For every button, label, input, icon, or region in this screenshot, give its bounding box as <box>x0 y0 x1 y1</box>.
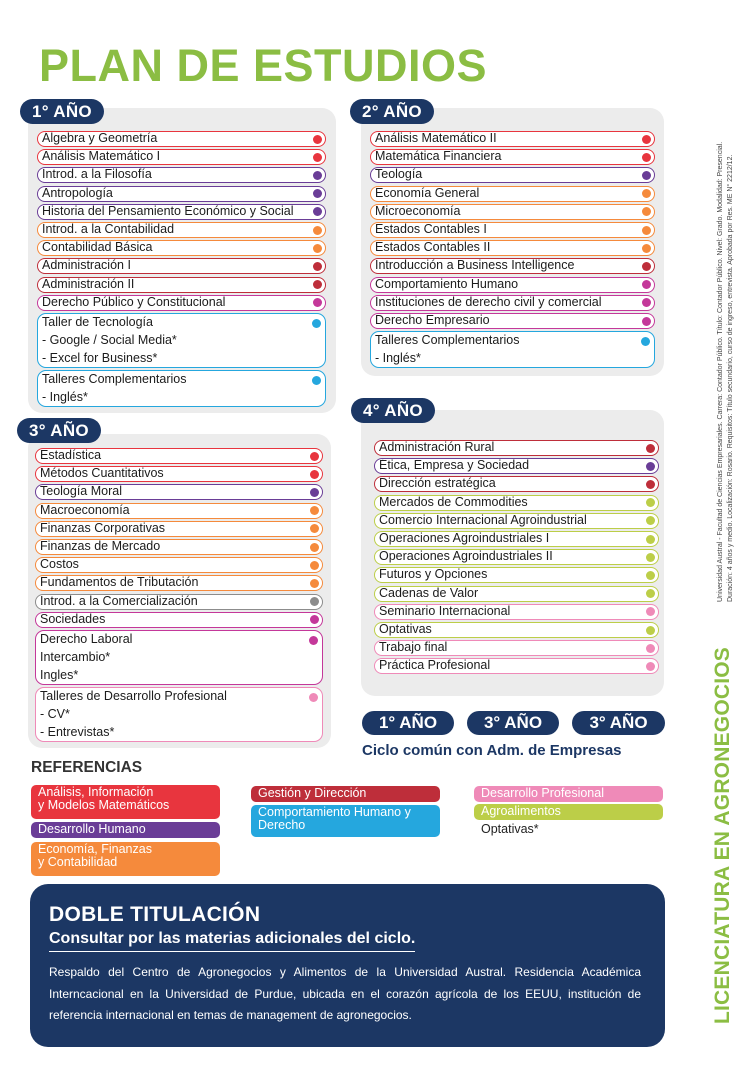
legal-text-vertical <box>716 142 736 602</box>
subject-color-dot <box>310 506 319 515</box>
subject-item <box>370 204 655 220</box>
subject-color-dot <box>646 571 655 580</box>
subject-color-dot <box>312 376 321 385</box>
subject-color-dot <box>646 480 655 489</box>
subject-name: Introd. a la Contabilidad <box>42 222 175 236</box>
subject-name: Seminario Internacional <box>379 603 511 618</box>
subject-item <box>374 458 659 474</box>
subject-item <box>35 575 323 591</box>
subject-name: Microeconomía <box>375 203 461 218</box>
subject-item <box>370 258 655 274</box>
subject-name: Derecho Empresario <box>375 313 490 327</box>
subject-name: Matemática Financiera <box>375 149 502 164</box>
subject-color-dot <box>310 543 319 552</box>
subject-name: Mercados de Commodities <box>379 494 528 509</box>
subject-name: Análisis Matemático II <box>375 131 497 145</box>
subject-item <box>37 204 326 220</box>
subject-color-dot <box>642 171 651 180</box>
subject-item <box>37 277 326 293</box>
subject-item <box>370 277 655 293</box>
doble-subtitle: Consultar por las materias adicionales del ciclo. <box>49 930 415 952</box>
subject-group-line: - Google / Social Media* <box>42 333 177 348</box>
subject-color-dot <box>312 319 321 328</box>
subject-name: Futuros y Opciones <box>379 567 488 582</box>
subject-name: Optativas <box>379 622 432 636</box>
subject-item <box>370 131 655 147</box>
doble-titulacion-box <box>30 884 665 1047</box>
subject-name: Introd. a la Comercialización <box>40 593 198 608</box>
subject-name: Macroeconomía <box>40 502 130 517</box>
subject-color-dot <box>313 207 322 216</box>
subject-color-dot <box>642 317 651 326</box>
subject-color-dot <box>310 488 319 497</box>
year-4-badge: 4° AÑO <box>351 398 435 423</box>
subject-color-dot <box>313 171 322 180</box>
subject-name: Trabajo final <box>379 640 448 655</box>
subject-item <box>370 240 655 256</box>
subject-name: Estados Contables I <box>375 222 487 236</box>
doble-title: DOBLE TITULACIÓN <box>49 903 261 926</box>
subject-item <box>374 640 659 656</box>
page-title: PLAN DE ESTUDIOS <box>39 40 488 91</box>
subject-group-line: - CV* <box>40 706 70 721</box>
subject-item <box>374 495 659 511</box>
reference-label-line: Gestión y Dirección <box>258 786 367 800</box>
subject-name: Dirección estratégica <box>379 476 496 491</box>
subject-name: Antropología <box>42 185 113 200</box>
subject-name: Historia del Pensamiento Económico y Social <box>42 203 294 218</box>
subject-color-dot <box>642 153 651 162</box>
reference-label-line: Derecho <box>258 818 306 832</box>
subject-item <box>370 167 655 183</box>
subject-item <box>37 240 326 256</box>
reference-item <box>31 842 220 876</box>
subject-item <box>370 313 655 329</box>
subject-item <box>35 521 323 537</box>
subject-item <box>37 167 326 183</box>
subject-item <box>370 149 655 165</box>
subject-item <box>35 539 323 555</box>
subject-color-dot <box>313 189 322 198</box>
subject-color-dot <box>310 452 319 461</box>
reference-label-line: Optativas* <box>481 822 539 836</box>
subject-name: Estadística <box>40 448 102 462</box>
reference-item <box>31 785 220 819</box>
subject-color-dot <box>646 444 655 453</box>
cycle-badge-2: 3° AÑO <box>467 711 559 735</box>
subject-color-dot <box>646 516 655 525</box>
subject-color-dot <box>642 226 651 235</box>
subject-name: Comercio Internacional Agroindustrial <box>379 512 587 527</box>
subject-name: Fundamentos de Tributación <box>40 575 199 590</box>
subject-item <box>35 503 323 519</box>
subject-name: Estados Contables II <box>375 240 491 255</box>
subject-color-dot <box>310 597 319 606</box>
subject-color-dot <box>313 262 322 271</box>
subject-color-dot <box>642 298 651 307</box>
subject-item <box>35 612 323 628</box>
subject-name: Álgebra y Geometría <box>42 131 158 145</box>
subject-name: Finanzas Corporativas <box>40 520 166 535</box>
subject-item <box>35 557 323 573</box>
subject-color-dot <box>646 553 655 562</box>
subject-color-dot <box>309 636 318 645</box>
subject-group-line: Ingles* <box>40 668 79 683</box>
subject-name: Ética, Empresa y Sociedad <box>379 458 530 473</box>
subject-group <box>35 687 323 742</box>
subject-item <box>374 476 659 492</box>
subject-item <box>370 186 655 202</box>
subject-item <box>374 549 659 565</box>
reference-item <box>31 822 220 838</box>
subject-item <box>35 484 323 500</box>
subject-name: Práctica Profesional <box>379 658 491 673</box>
subject-group-line: - Inglés* <box>375 351 421 366</box>
subject-name: Economía General <box>375 185 480 200</box>
reference-item <box>481 822 539 836</box>
subject-name: Análisis Matemático I <box>42 149 161 164</box>
subject-group-line: - Inglés* <box>42 389 88 404</box>
subject-name: Sociedades <box>40 611 106 626</box>
reference-label-line: Análisis, Información <box>38 785 154 799</box>
subject-color-dot <box>646 644 655 653</box>
subject-color-dot <box>313 244 322 253</box>
subject-item <box>374 622 659 638</box>
subject-name: Administración Rural <box>379 440 495 454</box>
subject-group <box>37 370 326 407</box>
subject-name: Teología Moral <box>40 484 122 499</box>
subject-name: Administración I <box>42 258 131 273</box>
cycle-badge-3: 3° AÑO <box>572 711 665 735</box>
subject-color-dot <box>310 615 319 624</box>
subject-group <box>370 331 655 368</box>
subject-color-dot <box>642 135 651 144</box>
subject-color-dot <box>310 579 319 588</box>
subject-item <box>35 466 323 482</box>
reference-item <box>474 804 663 820</box>
subject-group-line: - Excel for Business* <box>42 351 158 366</box>
subject-name: Derecho Público y Constitucional <box>42 294 226 309</box>
subject-group-line: Taller de Tecnología <box>42 315 153 329</box>
reference-label-line: Comportamiento Humano y <box>258 805 411 819</box>
references-title: REFERENCIAS <box>31 759 143 776</box>
subject-name: Métodos Cuantitativos <box>40 466 164 481</box>
subject-color-dot <box>310 561 319 570</box>
subject-color-dot <box>309 693 318 702</box>
reference-label-line: Desarrollo Humano <box>38 822 146 836</box>
subject-name: Finanzas de Mercado <box>40 539 161 553</box>
subject-name: Operaciones Agroindustriales I <box>379 531 550 545</box>
subject-name: Administración II <box>42 276 135 291</box>
year-1-badge: 1° AÑO <box>20 99 104 124</box>
legal-line-2: Duración: 4 años y medio. Localización: Rosario. Requisitos: Título secundario, curso de ingreso, entrevista. Aprobada por Res. ME N° 2212/12. <box>727 154 734 602</box>
subject-item <box>37 186 326 202</box>
subject-item <box>370 295 655 311</box>
subject-name: Contabilidad Básica <box>42 240 153 255</box>
doble-body: Respaldo del Centro de Agronegocios y Alimentos de la Universidad Austral. Residencia Académica Interncacional en la Universidad de Purdue, ubicada en el corazón agrícola de los EEUU, institución de referencia internacional en temas de management de agronegocios. <box>49 965 641 1022</box>
subject-item <box>374 567 659 583</box>
subject-color-dot <box>310 524 319 533</box>
subject-group <box>35 630 323 685</box>
subject-item <box>37 222 326 238</box>
cycle-note: Ciclo común con Adm. de Empresas <box>362 742 622 759</box>
subject-item <box>374 658 659 674</box>
reference-item <box>251 805 440 837</box>
subject-item <box>37 149 326 165</box>
subject-color-dot <box>646 626 655 635</box>
subject-group-line: Talleres Complementarios <box>375 333 520 348</box>
subject-color-dot <box>646 607 655 616</box>
subject-group-line: Intercambio* <box>40 650 111 665</box>
cycle-badge-1: 1° AÑO <box>362 711 454 735</box>
subject-group-line: Derecho Laboral <box>40 632 133 646</box>
subject-color-dot <box>642 280 651 289</box>
subject-group-line: Talleres Complementarios <box>42 371 187 386</box>
subject-color-dot <box>646 662 655 671</box>
reference-label-line: Economía, Finanzas <box>38 842 152 856</box>
subject-color-dot <box>642 244 651 253</box>
reference-item <box>251 786 440 802</box>
year-3-badge: 3° AÑO <box>17 418 101 443</box>
year-2-badge: 2° AÑO <box>350 99 434 124</box>
subject-item <box>374 440 659 456</box>
subject-item <box>35 594 323 610</box>
reference-label-line: Agroalimentos <box>481 804 561 818</box>
subject-group-line: - Entrevistas* <box>40 724 115 739</box>
subject-item <box>374 604 659 620</box>
subject-color-dot <box>646 498 655 507</box>
subject-item <box>35 448 323 464</box>
subject-name: Instituciones de derecho civil y comercial <box>375 294 602 309</box>
subject-name: Cadenas de Valor <box>379 585 479 600</box>
subject-group-line: Talleres de Desarrollo Profesional <box>40 688 227 703</box>
subject-color-dot <box>646 589 655 598</box>
subject-color-dot <box>310 470 319 479</box>
subject-name: Introd. a la Filosofía <box>42 167 152 182</box>
subject-name: Teología <box>375 167 423 182</box>
subject-color-dot <box>313 226 322 235</box>
reference-label-line: y Modelos Matemáticos <box>38 798 170 812</box>
subject-color-dot <box>313 298 322 307</box>
subject-color-dot <box>642 189 651 198</box>
reference-label-line: Desarrollo Profesional <box>481 786 604 800</box>
subject-color-dot <box>642 262 651 271</box>
subject-name: Operaciones Agroindustriales II <box>379 549 553 564</box>
subject-color-dot <box>313 135 322 144</box>
subject-color-dot <box>313 280 322 289</box>
legal-line-1: Universidad Austral - Facultad de Ciencias Empresariales. Carrera: Contador Público. Título: Contador Público. Nivel: Grado. Modalidad: Presencial. <box>717 141 724 602</box>
subject-color-dot <box>313 153 322 162</box>
subject-item <box>374 513 659 529</box>
subject-item <box>37 295 326 311</box>
subject-color-dot <box>646 535 655 544</box>
subject-name: Comportamiento Humano <box>375 276 519 291</box>
reference-item <box>474 786 663 802</box>
subject-color-dot <box>646 462 655 471</box>
subject-item <box>37 258 326 274</box>
subject-item <box>374 586 659 602</box>
subject-name: Introducción a Business Intelligence <box>375 258 575 273</box>
subject-item <box>374 531 659 547</box>
program-name-vertical: LICENCIATURA EN AGRONEGOCIOS <box>711 647 734 1024</box>
subject-item <box>37 131 326 147</box>
reference-label-line: y Contabilidad <box>38 855 118 869</box>
subject-name: Costos <box>40 557 79 572</box>
subject-color-dot <box>642 207 651 216</box>
subject-item <box>370 222 655 238</box>
subject-group <box>37 313 326 368</box>
